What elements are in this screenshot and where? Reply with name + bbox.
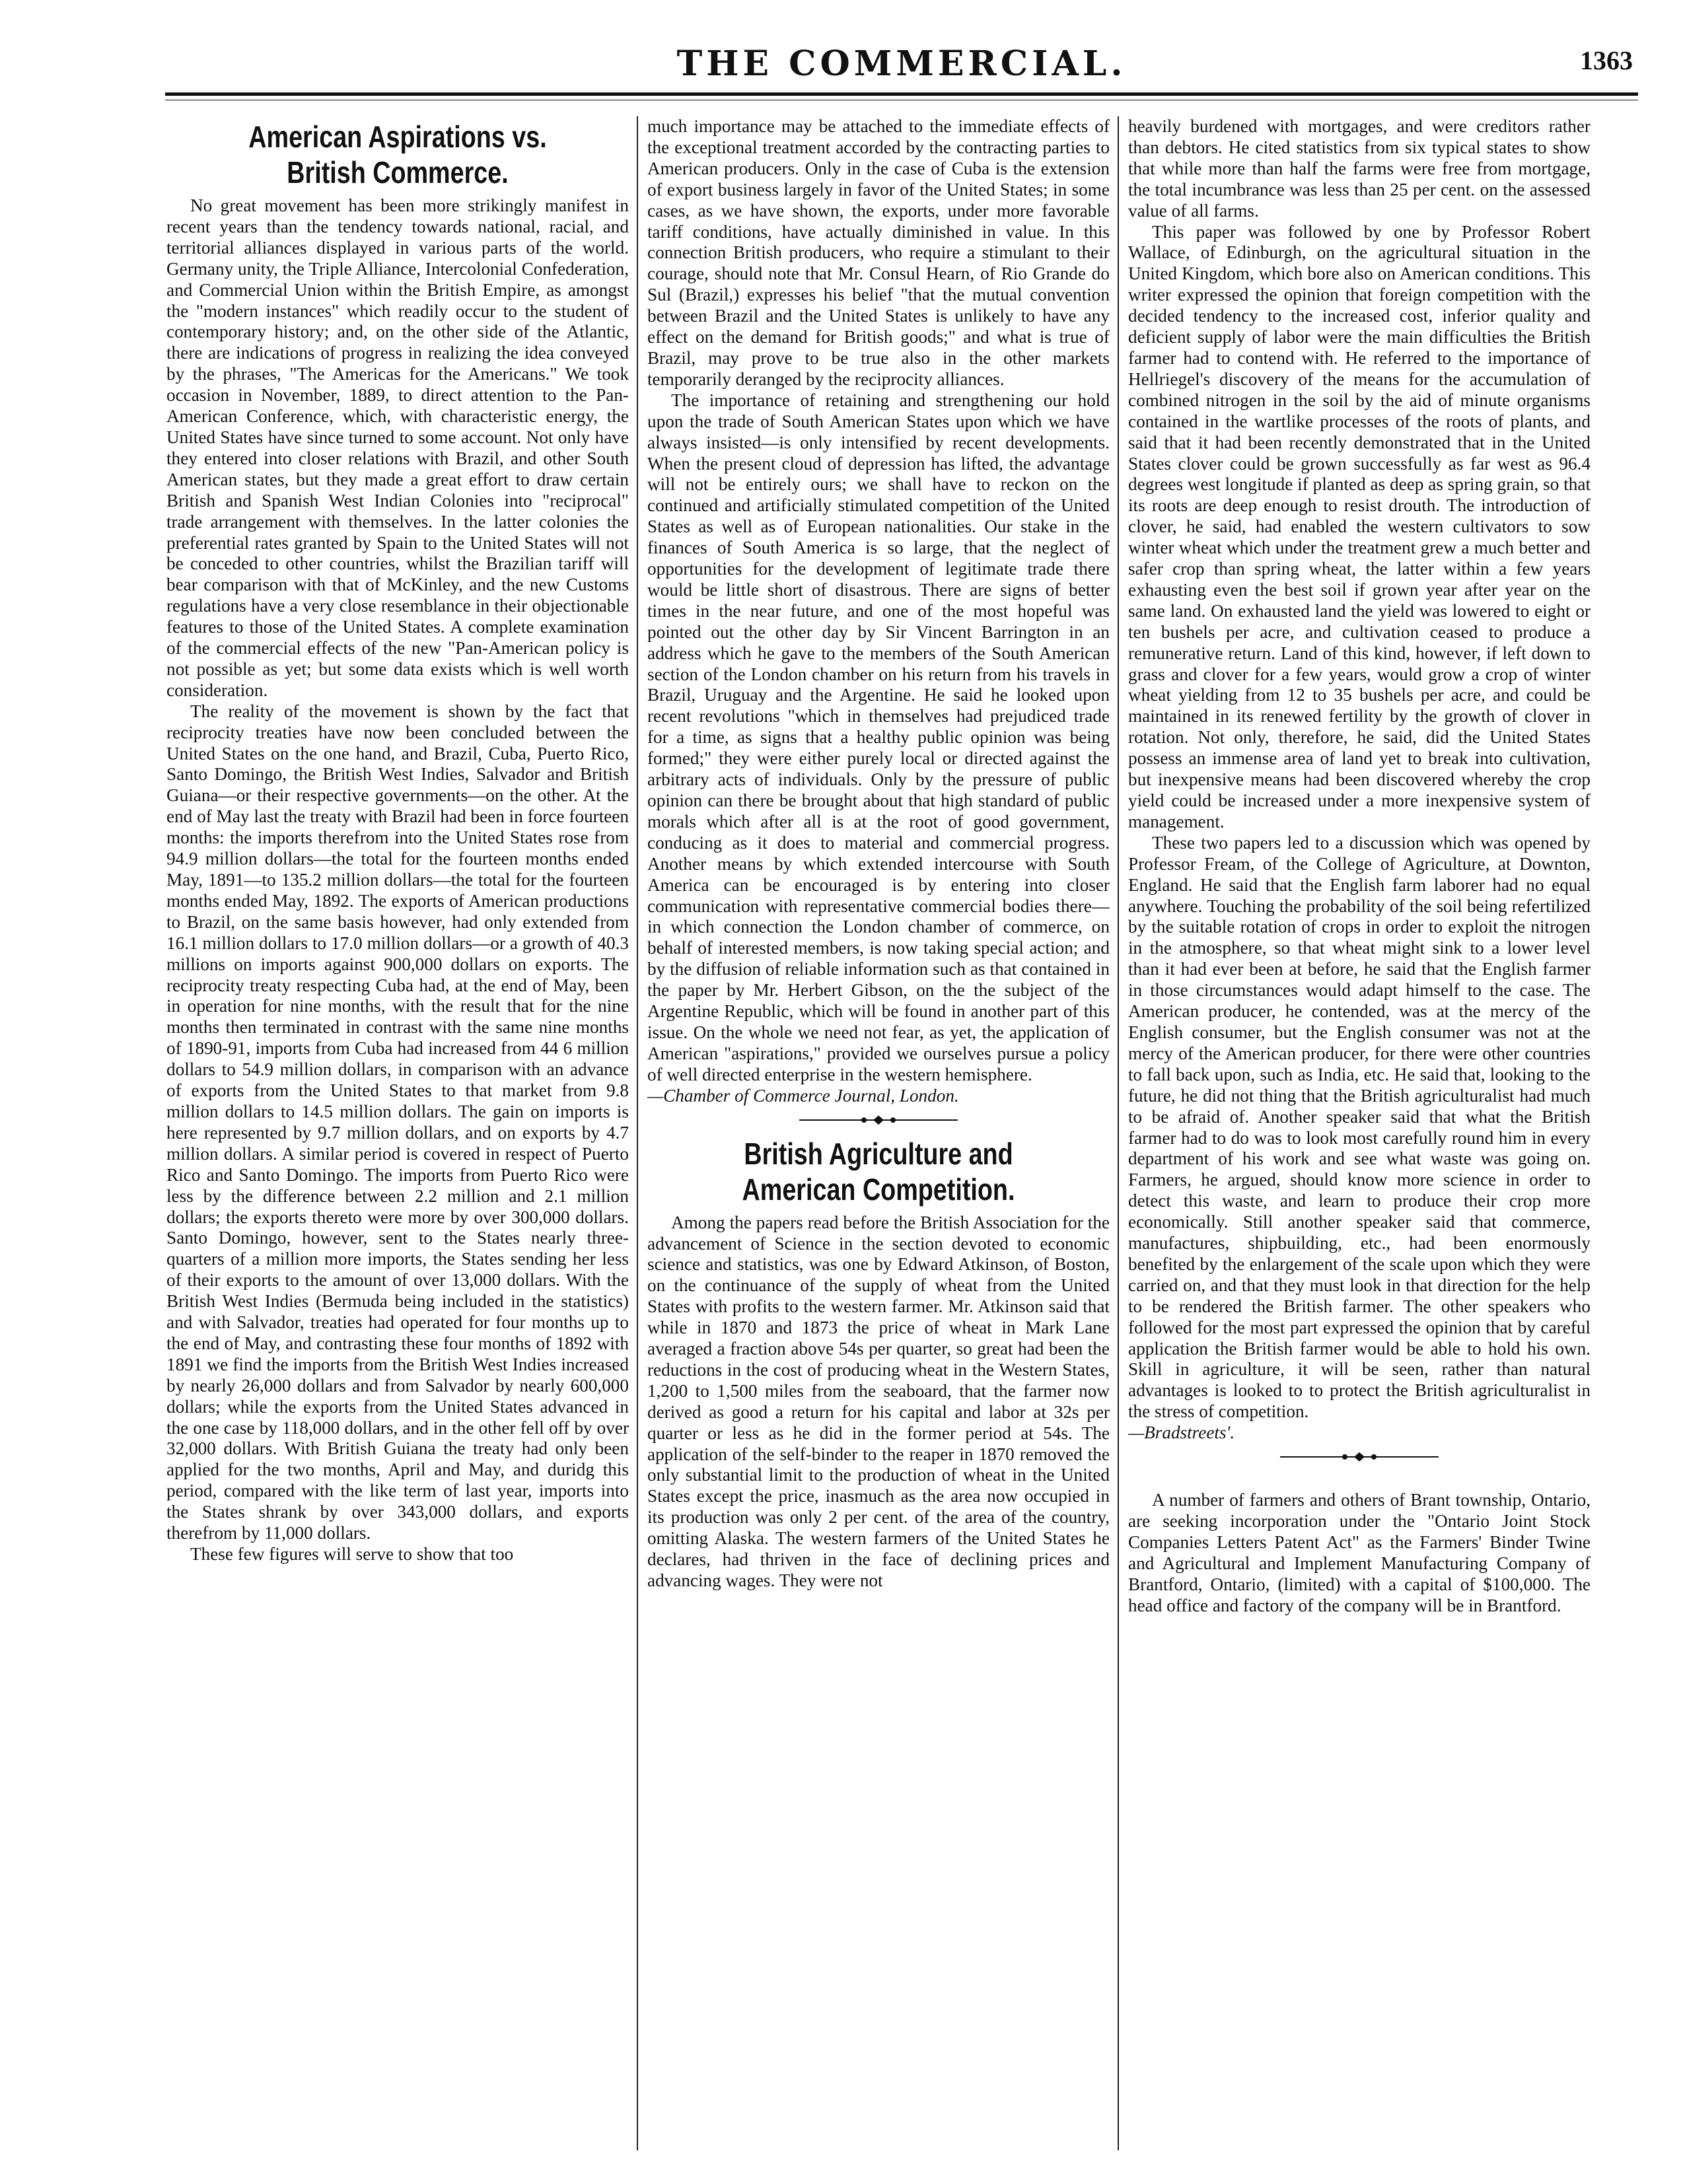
article-paragraph: Among the papers read before the British Association for the advancement of Science in the section devoted to economic science and statistics, was one by Edward Atkinson, of Boston, on the continuance of the supply of wheat from the United States with profits to the western farmer. Mr. Atkinson said that while in 1870 and 1873 the price of wheat in Mark Lane averaged a fraction above 54s per quarter, so great had been the reductions in the cost of producing wheat in the Western States, 1,200 to 1,500 miles from the seaboard, that the farmer now derived as good a return for his capital and labor at 32s per quarter or less as he did in the former period at 54s. The application of the self-binder to the reaper in 1870 removed the only substantial limit to the production of wheat in the United States except the price, inasmuch as the area now occupied in its production was only 2 per cent. of the area of the country, omitting Alaska. The western farmers of the United States he declares, had thriven in the face of declining prices and advancing wages. They were not xyxy=(647,1212,1110,1590)
section-ornament xyxy=(647,1113,1110,1127)
column-divider xyxy=(1118,116,1119,2150)
masthead xyxy=(165,41,1638,94)
column-divider xyxy=(637,116,638,2150)
article-paragraph: These few figures will serve to show that too xyxy=(190,1544,514,1564)
article-paragraph: much importance may be attached to the immediate effects of the exceptional treatment accorded by the contracting parties to American producers. Only in the case of Cuba is the extension of export business largely in favor of the United States; in some cases, as we have shown, the exports, under more favorable tariff conditions, have actually diminished in value. In this connection British producers, who require a stimulant to their courage, should note that Mr. Consul Hearn, of Rio Grande do Sul (Brazil,) expresses his belief "that the mutual convention between Brazil and the United States is unlikely to have any effect on the demand for British goods;" and what is true of Brazil, may prove to be true also in the other markets temporarily deranged by the reciprocity alliances. xyxy=(647,116,1110,389)
article-paragraph: heavily burdened with mortgages, and were creditors rather than debtors. He cited statistics from six typical states to show that while more than half the farms were free from mortgage, the total incumbrance was less than 25 per cent. on the assessed value of all farms. xyxy=(1128,116,1591,221)
article-paragraph: This paper was followed by one by Professor Robert Wallace, of Edinburgh, on the agricultural situation in the United Kingdom, which bore also on American conditions. This writer expressed the opinion that foreign competition with the decided tendency to the increased cost, inferior quality and deficient supply of labor were the main difficulties the British farmer had to contend with. He referred to the importance of Hellriegel's discovery of the means for the accumulation of combined nitrogen in the soil by the aid of minute organisms contained in the wartlike processes of the roots of plants, and said that it had been recently demonstrated that in the United States clover could be grown successfully as far west as 96.4 degrees west longitude if planted as deep as spring grain, so that its roots are deep enough to resist drouth. The introduction of clover, he said, had enabled the western cultivators to sow winter wheat which under the treatment grew a much better and safer crop than spring wheat, the latter within a few years exhausting even the best soil if grown year after year on the same land. On exhausted land the yield was lowered to eight or ten bushels per acre, and cultivation ceased to produce a remunerative return. Land of this kind, however, if left down to grass and clover for a few years, would grow a crop of winter wheat yielding from 12 to 35 bushels per acre, and could be maintained in its renewed fertility by the growth of clover in rotation. Not only, therefore, he said, did the United States possess an immense area of land yet to break into cultivation, but inexpensive means had been discovered whereby the crop yield could be increased under a more inexpensive system of management. xyxy=(1128,221,1591,831)
column-3 xyxy=(1128,116,1591,2150)
page-number: 1363 xyxy=(1580,46,1633,75)
article-paragraph: These two papers led to a discussion which was opened by Professor Fream, of the College of Agriculture, at Downton, England. He said that the English farm laborer had no equal anywhere. Touching the probability of the soil being refertilized by the suitable rotation of crops in order to exploit the nitrogen in the atmosphere, so that wheat might sink to a lower level than it had ever been at before, he said that the English farmer in those circumstances would adapt himself to the case. The American producer, he contended, was at the mercy of the English consumer, but the English consumer was not at the mercy of the American producer, for there were other countries to fall back upon, such as India, etc. He said that, looking to the future, he did not thing that the British agriculturalist had much to be afraid of. Another speaker said that what the British farmer had to do was to look most carefully round him in every department of his work and see what waste was going on. Farmers, he argued, should know more science in order to detect this waste, and learn to produce their crop more economically. Still another speaker said that commerce, manufactures, shipbuilding, etc., had been enormously benefited by the enlargement of the scale upon which they were carried on, and that they must look in that direction for the help to be rendered the British farmer. The other speakers who followed for the most part expressed the opinion that by careful application the British farmer would be able to hold his own. Skill in agriculture, it will be seen, rather than natural advantages is looked to to protect the British agriculturalist in the stress of competition. xyxy=(1128,832,1591,1422)
section-ornament xyxy=(1128,1450,1591,1463)
article-paragraph: No great movement has been more strikingly manifest in recent years than the tendency towards national, racial, and territorial alliances displayed in various parts of the world. Germany unity, the Triple Alliance, Intercolonial Confederation, and Commercial Union within the British Empire, as amongst the "modern instances" which readily occur to the student of contemporary history; and, on the other side of the Atlantic, there are indications of progress in realizing the idea conveyed by the phrases, "The Americas for the Americans." We took occasion in November, 1889, to direct attention to the Pan-American Conference, which, with characteristic energy, the United States have since turned to some account. Not only have they entered into closer relations with Brazil, and other South American states, but they made a great effort to draw certain British and Spanish West Indian Colonies into "reciprocal" trade arrangement with themselves. In the latter colonies the preferential rates granted by Spain to the United States will not be conceded to other countries, whilst the Brazilian tariff will bear comparison with that of McKinley, and the new Customs regulations have a very close resemblance in their objectionable features to those of the United States. A complete examination of the commercial effects of the new "Pan-American policy is not possible as yet; but some data exists which is well worth consideration. xyxy=(166,195,629,700)
column-1 xyxy=(166,116,629,2150)
notice-paragraph: A number of farmers and others of Brant township, Ontario, are seeking incorporation under the "Ontario Joint Stock Companies Letters Patent Act" as the Farmers' Binder Twine and Agricultural and Implement Manufacturing Company of Brantford, Ontario, (limited) with a capital of $100,000. The head office and factory of the company will be in Brantford. xyxy=(1128,1490,1591,1615)
article-source: —Chamber of Commerce Journal, London. xyxy=(647,1085,959,1106)
masthead-rule xyxy=(165,92,1638,100)
column-2 xyxy=(647,116,1110,2150)
masthead-title: THE COMMERCIAL. xyxy=(676,44,1127,84)
article-source: —Bradstreets'. xyxy=(1128,1423,1235,1443)
article-headline-american-aspirations: American Aspirations vs. British Commerce. xyxy=(248,120,547,190)
article-headline-british-agriculture: British Agriculture and American Competition. xyxy=(742,1136,1015,1207)
article-paragraph: The importance of retaining and strengthening our hold upon the trade of South American States upon which we have always insisted—is only intensified by recent developments. When the present cloud of depression has lifted, the advantage will not be entirely ours; we shall have to reckon on the continued and artificially stimulated competition of the United States as well as of European nationalities. Our stake in the finances of South America is so large, that the neglect of opportunities for the development of legitimate trade there would be little short of disastrous. There are signs of better times in the near future, and one of the most hopeful was pointed out the other day by Sir Vincent Barrington in an address which he gave to the members of the South American section of the London chamber on his return from his travels in Brazil, Uruguay and the Argentine. He said he looked upon recent revolutions "which in themselves had prejudiced trade for a time, as signs that a healthy public opinion was being formed;" they were either purely local or directed against the arbitrary acts of individuals. Only by the pressure of public opinion can there be brought about that high standard of public morals which after all is at the root of good government, conducing as it does to material and commercial progress. Another means by which extended intercourse with South America can be encouraged is by entering into closer communication with representative commercial bodies there—in which connection the London chamber of commerce, on behalf of interested members, is now taking special action; and by the diffusion of reliable information such as that contained in the paper by Mr. Herbert Gibson, on the the subject of the Argentine Republic, which will be found in another part of this issue. On the whole we need not fear, as yet, the application of American "aspirations," provided we ourselves pursue a policy of well directed enterprise in the western hemisphere. xyxy=(647,390,1110,1084)
article-paragraph: The reality of the movement is shown by the fact that reciprocity treaties have now been concluded between the United States on the one hand, and Brazil, Cuba, Puerto Rico, Santo Domingo, the British West Indies, Salvador and British Guiana—or their respective governments—on the other. At the end of May last the treaty with Brazil had been in force fourteen months: the imports therefrom into the United States rose from 94.9 million dollars—the total for the fourteen months ended May, 1891—to 135.2 million dollars—the total for the fourteen months ended May, 1892. The exports of American productions to Brazil, on the same basis however, had only extended from 16.1 million dollars to 17.0 million dollars—or a growth of 40.3 millions on imports against 900,000 dollars on exports. The reciprocity treaty respecting Cuba had, at the end of May, been in operation for nine months, with the result that for the nine months then terminated in contrast with the same nine months of 1890-91, imports from Cuba had increased from 44 6 million dollars to 54.9 million dollars, in comparison with an advance of exports from the United States to that market from 9.8 million dollars to 14.5 million dollars. The gain on imports is here represented by 9.7 million dollars, and on exports by 4.7 million dollars. A similar period is covered in respect of Puerto Rico and Santo Domingo. The imports from Puerto Rico were less by the difference between 2.2 million and 2.1 million dollars; the exports thereto were more by over 300,000 dollars. Santo Domingo, however, sent to the States nearly three-quarters of a million more imports, the States sending her less of their exports to the amount of over 13,000 dollars. With the British West Indies (Bermuda being included in the statistics) and with Salvador, treaties had operated for four months up to the end of May, and contrasting these four months of 1892 with 1891 we find the imports from the British West Indies increased by nearly 26,000 dollars and from Salvador by nearly 600,000 dollars; while the exports from the United States advanced in the one case by 118,000 dollars, and in the other fell off by over 32,000 dollars. With British Guiana the treaty had only been applied for the two months, April and May, and duridg this period, compared with the like term of last year, imports into the States shrank by over 343,000 dollars, and exports therefrom by 11,000 dollars. xyxy=(166,701,629,1543)
